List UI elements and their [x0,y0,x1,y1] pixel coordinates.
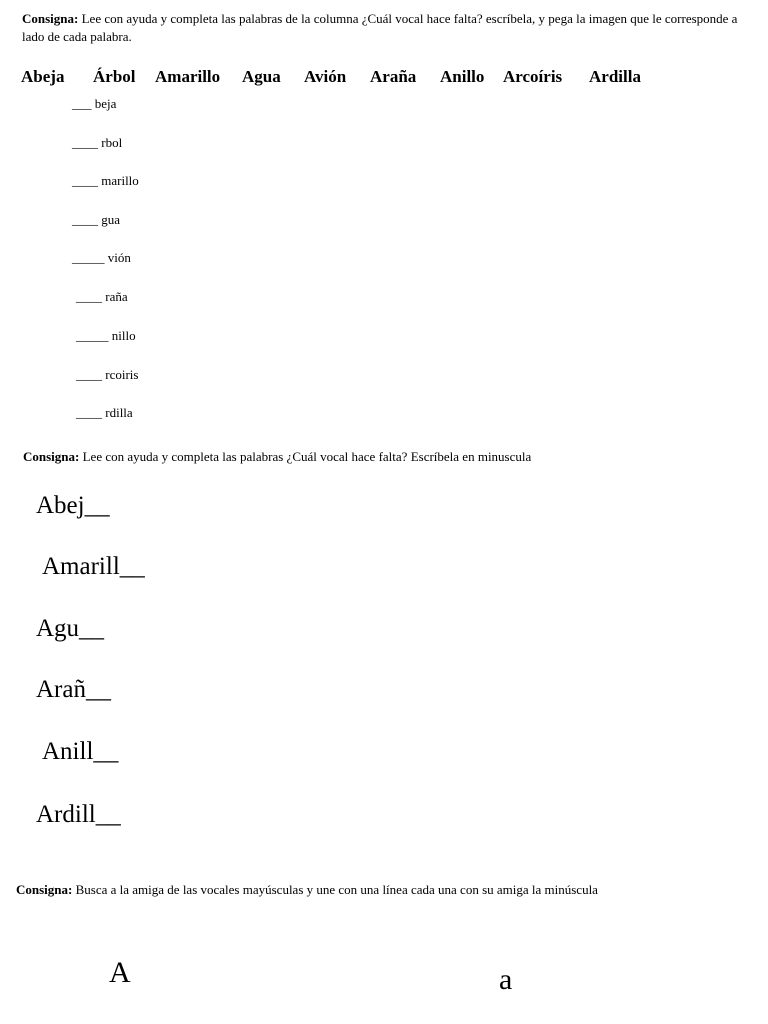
word-bank-item: Anillo [440,67,485,86]
fill-row: ____ marillo [72,173,139,188]
fill-row: ____ rbol [72,135,123,150]
word-bank-item: Arcoíris [503,67,563,86]
instruction-1-text: Lee con ayuda y completa las palabras de la columna ¿Cuál vocal hace falta? escríbela, y pega la imagen que le corresponde a lado de cada palabra. [22,11,738,44]
fill-row: ____ rdilla [76,405,133,420]
instruction-1 [22,10,747,46]
fill-row: _____ nillo [76,328,136,343]
fill-word: Amarill__ [42,553,145,580]
instruction-3-label: Consigna: [16,882,73,897]
word-bank-item: Avión [304,67,347,86]
instruction-2-text: Lee con ayuda y completa las palabras ¿Cuál vocal hace falta? Escríbela en minuscula [79,449,532,464]
lowercase-letter: a [499,963,513,996]
instruction-2-label: Consigna: [23,449,80,464]
instruction-1-label: Consigna: [22,11,79,26]
fill-row: ____ raña [76,289,128,304]
instruction-3-text: Busca a la amiga de las vocales mayúsculas y une con una línea cada una con su amiga la minúscula [72,882,598,897]
fill-row: ____ gua [72,212,121,227]
word-bank-item: Araña [370,67,417,86]
instruction-3 [16,881,756,899]
fill-word: Abej__ [36,492,110,519]
word-bank-item: Abeja [21,67,65,86]
fill-row: ___ beja [72,96,117,111]
instruction-2 [23,448,748,466]
word-bank-item: Árbol [93,67,136,86]
word-bank-item: Ardilla [589,67,641,86]
word-bank [0,67,768,91]
fill-row: _____ vión [72,250,131,265]
fill-word: Anill__ [42,738,119,765]
fill-word: Agu__ [36,615,105,642]
word-bank-item: Agua [242,67,281,86]
fill-word: Arañ__ [36,676,111,703]
word-bank-item: Amarillo [155,67,221,86]
fill-word: Ardill__ [36,801,121,828]
fill-row: ____ rcoiris [76,367,139,382]
uppercase-letter: A [109,956,131,989]
